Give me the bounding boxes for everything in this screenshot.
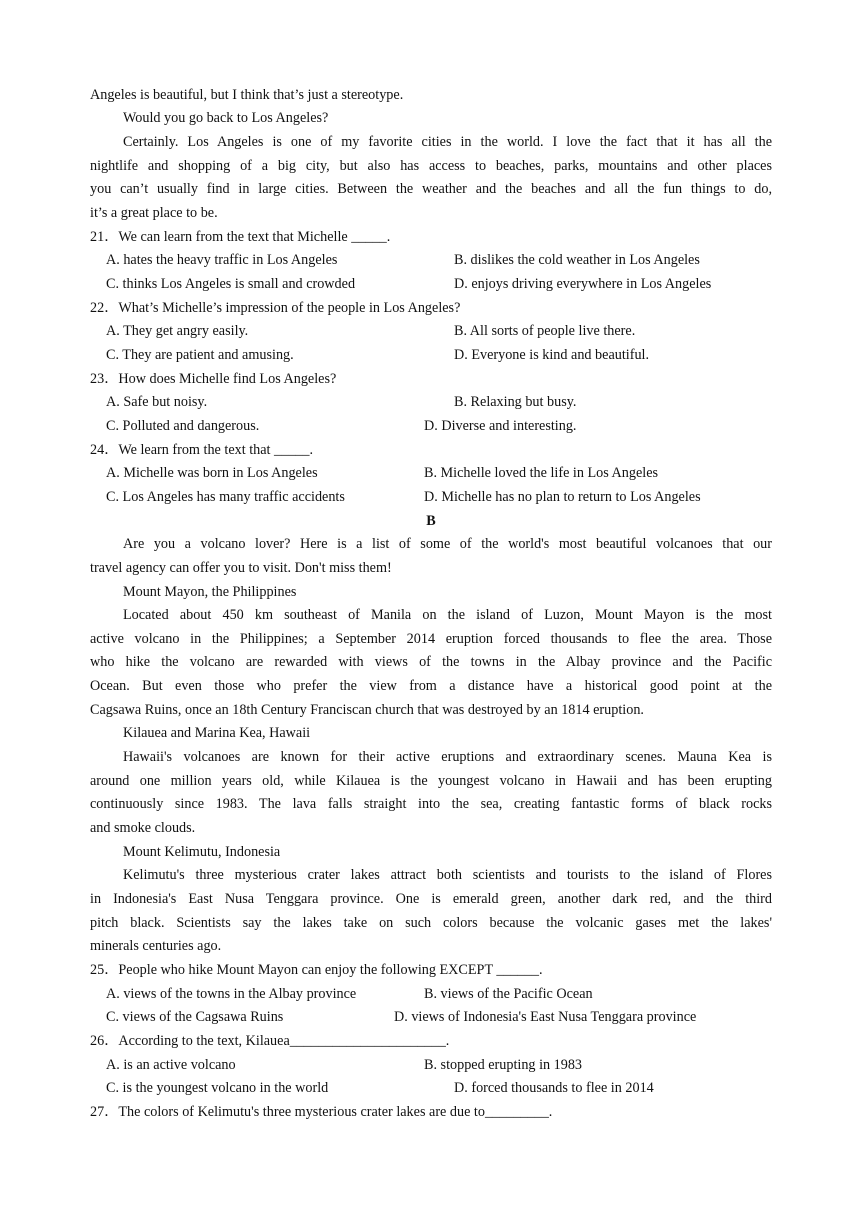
subsection-title: Mount Kelimutu, Indonesia xyxy=(123,844,281,860)
option-d: D. Diverse and interesting. xyxy=(424,418,577,434)
passage-line: Kelimutu's three mysterious crater lakes attract both scientists and tourists to the island of Flores xyxy=(123,867,772,883)
option-c: C. Polluted and dangerous. xyxy=(106,418,260,434)
passage-line: Hawaii's volcanoes are known for their active eruptions and extraordinary scenes. Mauna Kea is xyxy=(123,749,772,765)
option-a: A. views of the towns in the Albay province xyxy=(106,986,357,1002)
option-d: D. enjoys driving everywhere in Los Angeles xyxy=(454,276,712,292)
option-d: D. forced thousands to flee in 2014 xyxy=(454,1080,654,1096)
option-a: A. is an active volcano xyxy=(106,1057,236,1073)
question-stem: 27．The colors of Kelimutu's three mysterious crater lakes are due to_________. xyxy=(90,1104,553,1120)
passage-line: Angeles is beautiful, but I think that’s just a stereotype. xyxy=(90,87,404,103)
option-c: C. is the youngest volcano in the world xyxy=(106,1080,329,1096)
option-b: B. dislikes the cold weather in Los Angeles xyxy=(454,252,700,268)
passage-line: active volcano in the Philippines; a September 2014 eruption forced thousands to flee the area. Those xyxy=(90,631,772,647)
option-c: C. views of the Cagsawa Ruins xyxy=(106,1009,284,1025)
passage-line: continuously since 1983. The lava falls straight into the sea, creating fantastic forms of black rocks xyxy=(90,796,772,812)
passage-line: it’s a great place to be. xyxy=(90,205,218,221)
option-d: D. views of Indonesia's East Nusa Tenggara province xyxy=(394,1009,697,1025)
option-d: D. Michelle has no plan to return to Los Angeles xyxy=(424,489,701,505)
passage-line: around one million years old, while Kilauea is the youngest volcano in Hawaii and has been erupting xyxy=(90,773,772,789)
option-d: D. Everyone is kind and beautiful. xyxy=(454,347,650,363)
question-stem: 23．How does Michelle find Los Angeles? xyxy=(90,371,337,387)
option-b: B. Michelle loved the life in Los Angeles xyxy=(424,465,659,481)
question-stem: 22．What’s Michelle’s impression of the people in Los Angeles? xyxy=(90,300,461,316)
option-a: A. They get angry easily. xyxy=(106,323,249,339)
question-stem: 26．According to the text, Kilauea______________________. xyxy=(90,1033,450,1049)
passage-line: minerals centuries ago. xyxy=(90,938,222,954)
subsection-title: Mount Mayon, the Philippines xyxy=(123,584,297,600)
passage-line: Located about 450 km southeast of Manila on the island of Luzon, Mount Mayon is the most xyxy=(123,607,772,623)
interview-question: Would you go back to Los Angeles? xyxy=(123,110,329,126)
option-c: C. thinks Los Angeles is small and crowded xyxy=(106,276,356,292)
question-stem: 21．We can learn from the text that Michelle _____. xyxy=(90,229,391,245)
question-stem: 24．We learn from the text that _____. xyxy=(90,442,314,458)
passage-line: who hike the volcano are rewarded with views of the towns in the Albay province and the Pacific xyxy=(90,654,772,670)
passage-line: Certainly. Los Angeles is one of my favorite cities in the world. I love the fact that it has all the xyxy=(123,134,772,150)
option-a: A. Michelle was born in Los Angeles xyxy=(106,465,318,481)
option-b: B. Relaxing but busy. xyxy=(454,394,577,410)
question-stem: 25．People who hike Mount Mayon can enjoy the following EXCEPT ______. xyxy=(90,962,543,978)
passage-line: in Indonesia's East Nusa Tenggara province. One is emerald green, another dark red, and the third xyxy=(90,891,772,907)
passage-line: Cagsawa Ruins, once an 18th Century Franciscan church that was destroyed by an 1814 eruption. xyxy=(90,702,644,718)
passage-line: Are you a volcano lover? Here is a list of some of the world's most beautiful volcanoes that our xyxy=(123,536,772,552)
option-b: B. views of the Pacific Ocean xyxy=(424,986,593,1002)
section-heading: B xyxy=(426,513,436,529)
passage-line: pitch black. Scientists say the lakes take on such colors because the volcanic gases met the lakes' xyxy=(90,915,772,931)
passage-line: you can’t usually find in large cities. Between the weather and the beaches and all the fun things to do, xyxy=(90,181,772,197)
passage-line: travel agency can offer you to visit. Don't miss them! xyxy=(90,560,392,576)
option-b: B. All sorts of people live there. xyxy=(454,323,636,339)
passage-line: Ocean. But even those who prefer the view from a distance have a historical good point at the xyxy=(90,678,772,694)
option-b: B. stopped erupting in 1983 xyxy=(424,1057,583,1073)
option-c: C. Los Angeles has many traffic accidents xyxy=(106,489,345,505)
passage-line: and smoke clouds. xyxy=(90,820,196,836)
subsection-title: Kilauea and Marina Kea, Hawaii xyxy=(123,725,311,741)
option-c: C. They are patient and amusing. xyxy=(106,347,294,363)
option-a: A. hates the heavy traffic in Los Angeles xyxy=(106,252,338,268)
passage-line: nightlife and shopping of a big city, but also has access to beaches, parks, mountains and other places xyxy=(90,158,772,174)
option-a: A. Safe but noisy. xyxy=(106,394,208,410)
